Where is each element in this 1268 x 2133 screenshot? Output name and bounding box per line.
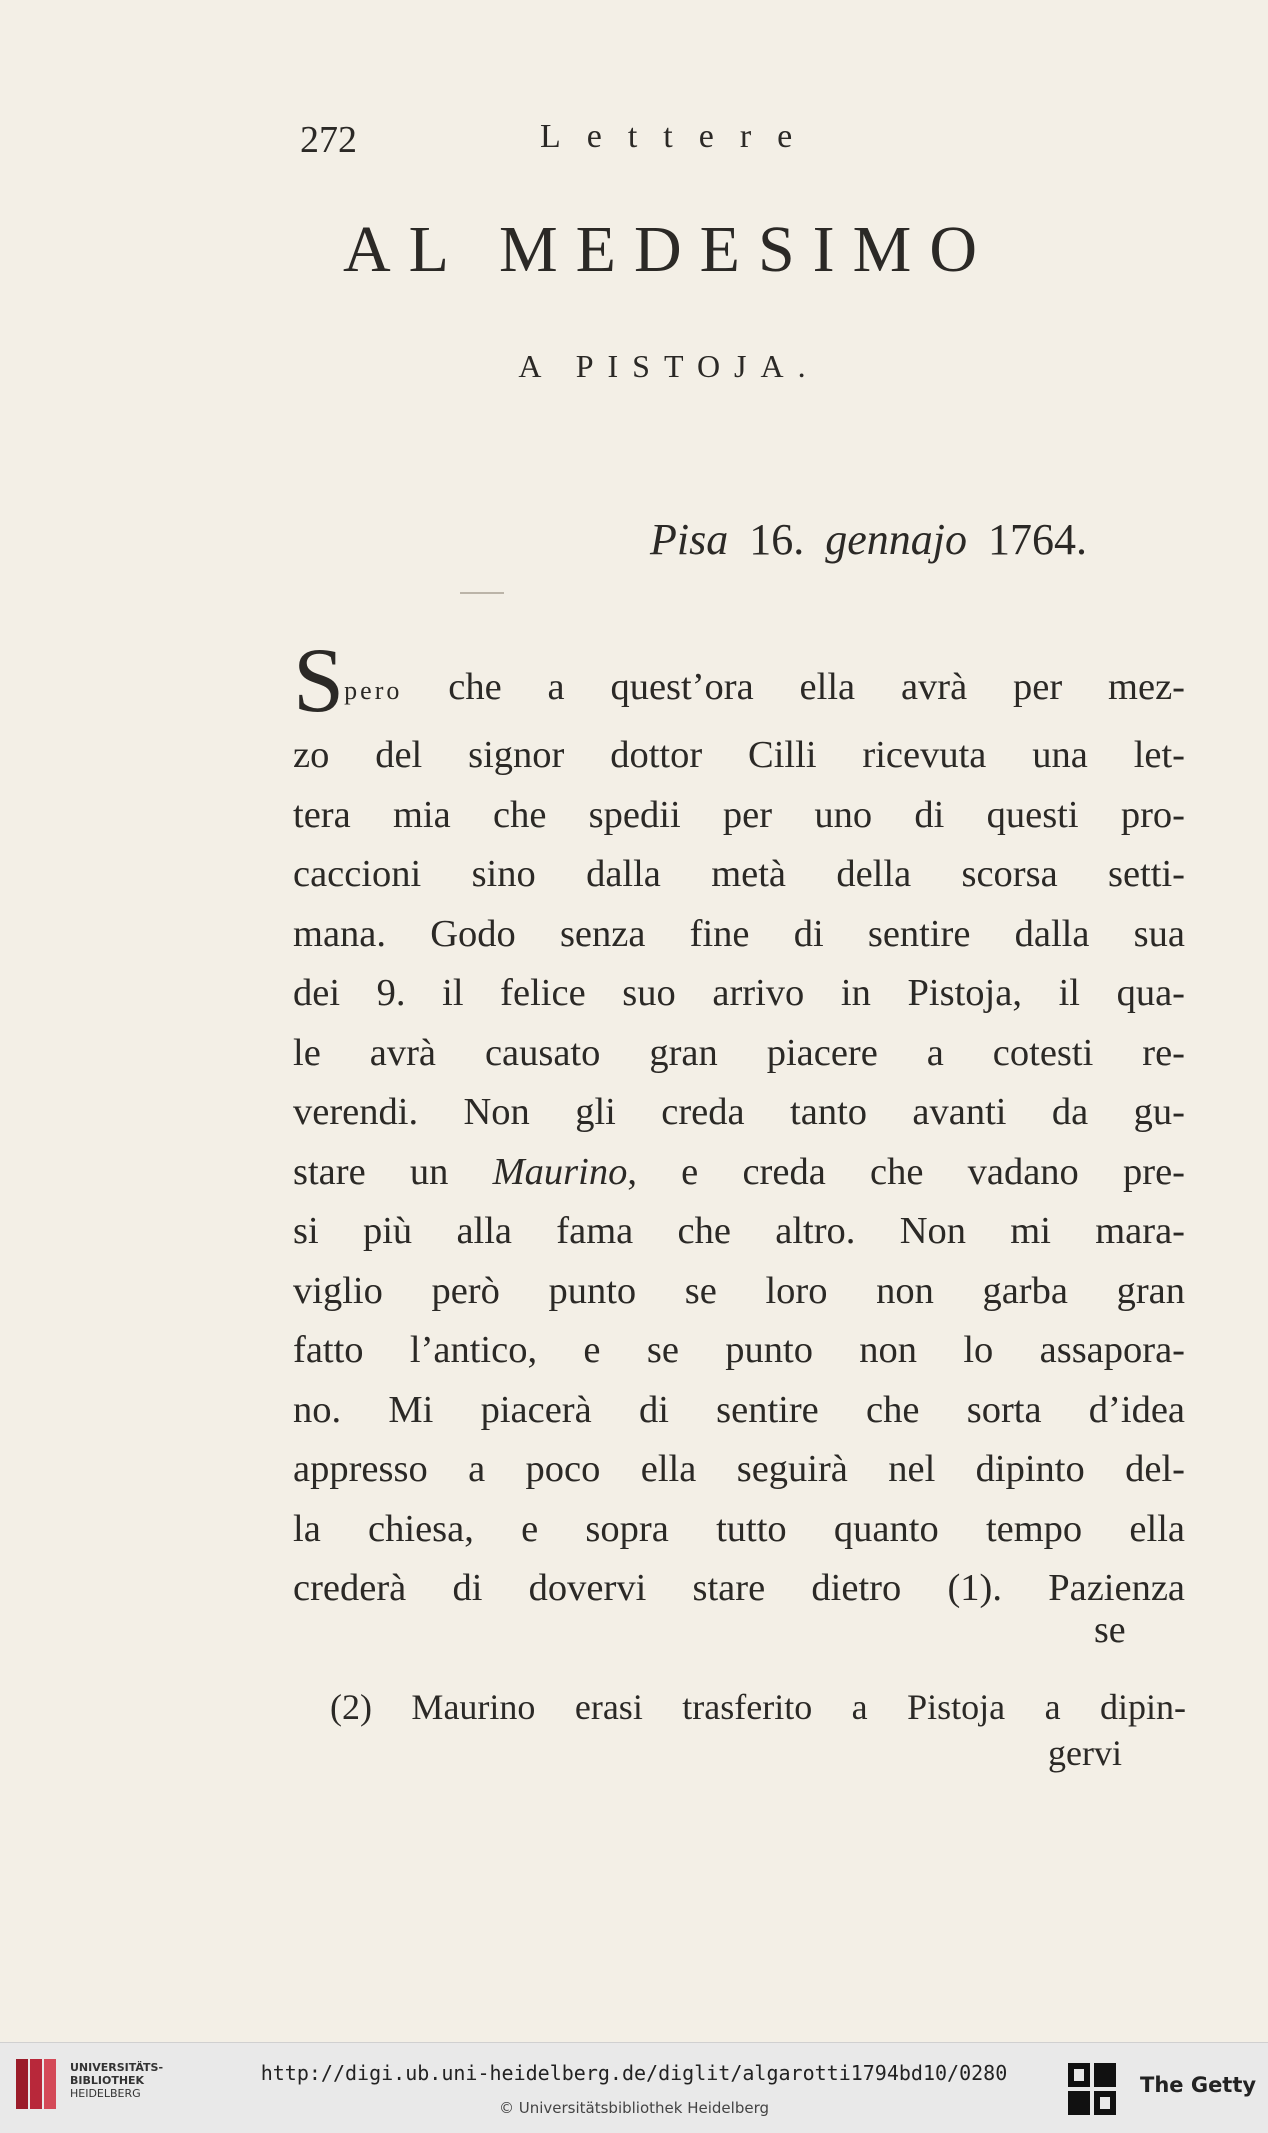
body-line: la chiesa, e sopra tutto quanto tempo ella [293,1507,1185,1550]
running-head [300,118,1000,168]
body-line: appresso a poco ella seguirà nel dipinto del- [293,1448,1185,1490]
dateline [650,514,1087,565]
catchword: se [1094,1609,1126,1651]
body-line: mana. Godo senza fine di sentire dalla sua [293,912,1185,955]
viewer-footer [0,2042,1268,2133]
dateline-day: 16. [749,515,805,564]
body-line: le avrà causato gran piacere a cotesti re- [293,1031,1185,1074]
letter-body [293,629,1186,1619]
line9-after: , e creda che vadano pre- [627,1150,1185,1193]
copyright-notice: © Universitätsbibliothek Heidelberg [498,2099,769,2117]
body-line [293,1143,1185,1203]
italic-maurino: Maurino [492,1150,628,1193]
body-line: dei 9. il felice suo arrivo in Pistoja, il qua- [293,972,1185,1014]
line1-rest: che a quest’ora ella avrà per mez- [448,666,1186,708]
footnote-catchword: gervi [1048,1733,1122,1773]
dateline-year: 1764. [988,515,1087,564]
dateline-month: gennajo [825,515,967,564]
page-number: 272 [300,119,357,161]
dateline-place: Pisa [650,515,729,564]
permalink-url[interactable]: http://digi.ub.uni-heidelberg.de/diglit/algarotti1794bd10/0280 [260,2061,1008,2085]
dateline-rule [460,592,504,594]
running-title: Lettere [540,118,819,155]
body-line: caccioni sino dalla metà della scorsa setti- [293,853,1185,895]
body-line: fatto l’antico, e se punto non lo assapora- [293,1329,1185,1371]
library-name: UNIVERSITÄTS- BIBLIOTHEK HEIDELBERG [70,2061,164,2100]
body-line: tera mia che spedii per uno di questi pro- [293,793,1185,836]
body-line: no. Mi piacerà di sentire che sorta d’idea [293,1388,1185,1431]
footnote-line: (2) Maurino erasi trasferito a Pistoja a dipin- [330,1687,1186,1727]
body-line: viglio però punto se loro non garba gran [293,1269,1185,1312]
body-line: si più alla fama che altro. Non mi mara- [293,1210,1185,1252]
body-line: crederà di dovervi stare dietro (1). Pazienza [293,1567,1185,1609]
body-line [293,629,1186,731]
getty-name: The Getty [1140,2073,1257,2097]
line9-before: stare un [293,1150,449,1193]
getty-logo-icon [1064,2059,1120,2119]
footnote [330,1678,1186,1736]
first-word-smallcaps: pero [344,676,403,705]
body-line: zo del signor dottor Cilli ricevuta una let- [293,734,1185,776]
letter-heading: AL MEDESIMO [342,213,996,286]
drop-cap: S [293,629,345,731]
letter-destination: A PISTOJA. [518,348,820,384]
body-line: verendi. Non gli creda tanto avanti da gu- [293,1091,1185,1133]
